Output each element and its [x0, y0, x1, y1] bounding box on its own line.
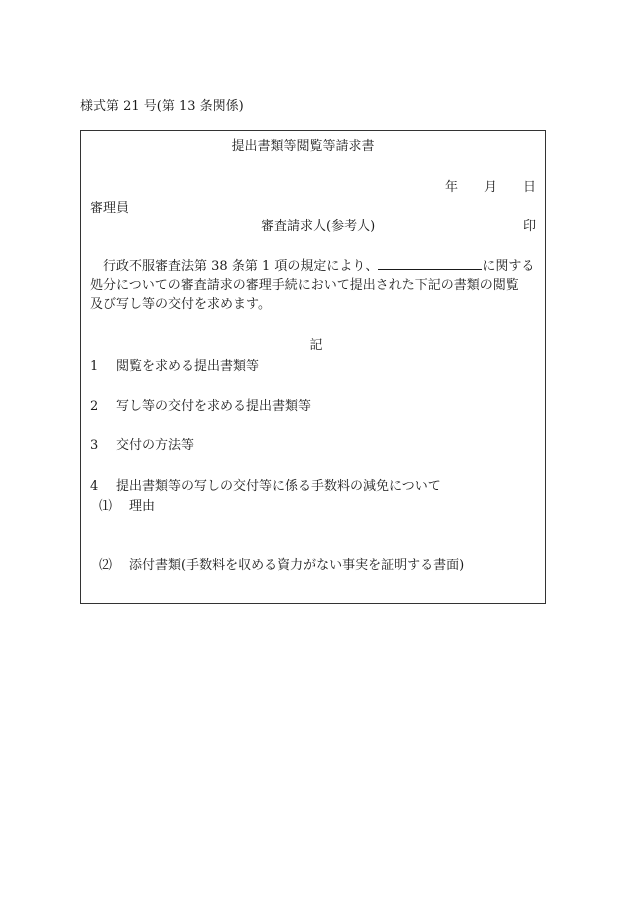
- body-line-3: 及び写し等の交付を求めます。: [90, 297, 271, 312]
- date-line: [445, 179, 536, 196]
- date-year-label: 年: [444, 180, 458, 195]
- subitem-1-number: ⑴: [99, 499, 113, 514]
- request-body: [90, 257, 536, 314]
- item-2-number: 2: [90, 399, 99, 414]
- subitem-1-text: 理由: [129, 499, 156, 514]
- item-3: [90, 437, 194, 454]
- item-2: [90, 398, 311, 415]
- requester-label: 審査請求人(参考人): [261, 219, 376, 234]
- seal-mark: 印: [522, 219, 536, 234]
- body-line-1-suffix: に関する: [482, 259, 535, 274]
- body-line-1-prefix: 行政不服審査法第 38 条第 1 項の規定により、: [103, 259, 379, 274]
- ki-heading: 記: [309, 338, 323, 353]
- item-1-number: 1: [90, 359, 99, 374]
- item-3-text: 交付の方法等: [116, 438, 195, 453]
- subitem-2-number: ⑵: [99, 558, 113, 573]
- form-number: 様式第 21 号(第 13 条関係): [80, 99, 244, 114]
- request-form: [80, 130, 546, 604]
- addressee: 審理員: [90, 201, 130, 216]
- subitem-2-text: 添付書類(手数料を収める資力がない事実を証明する書面): [129, 558, 465, 573]
- item-4: [90, 478, 441, 495]
- date-month-label: 月: [483, 180, 497, 195]
- item-4-number: 4: [90, 479, 99, 494]
- subitem-1: [99, 498, 155, 515]
- subject-blank: [378, 257, 482, 270]
- body-line-2: 処分についての審査請求の審理手続において提出された下記の書類の閲覧: [90, 278, 519, 293]
- item-2-text: 写し等の交付を求める提出書類等: [116, 399, 312, 414]
- form-title: 提出書類等閲覧等請求書: [231, 139, 375, 154]
- item-3-number: 3: [90, 438, 99, 453]
- subitem-2: [99, 557, 464, 574]
- item-1: [90, 358, 259, 375]
- item-4-text: 提出書類等の写しの交付等に係る手数料の減免について: [116, 479, 441, 494]
- item-1-text: 閲覧を求める提出書類等: [116, 359, 260, 374]
- date-day-label: 日: [522, 180, 536, 195]
- body-line-1: [90, 257, 536, 276]
